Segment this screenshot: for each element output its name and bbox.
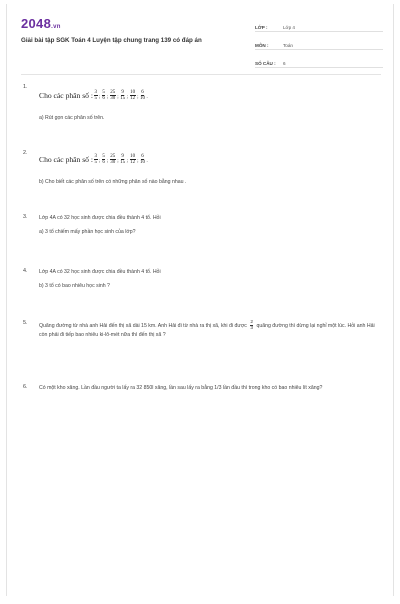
logo-text: 2048	[21, 16, 52, 31]
question-text-after: quãng đường thì dừng lại nghỉ một lúc. Hỏi anh Hải còn phải đi tiếp bao nhiêu ki-lô-mét nữa thì đến thị xã ?	[39, 323, 375, 339]
meta-row-subject	[255, 38, 383, 50]
fraction-denominator: 6	[102, 96, 105, 102]
fraction-separator: ;	[106, 158, 109, 164]
question-text	[39, 320, 381, 340]
fraction	[110, 90, 119, 102]
question-text: Lớp 4A có 32 học sinh được chia đều thành 4 tổ. Hỏi	[39, 215, 161, 221]
fraction	[120, 154, 125, 166]
fraction-numerator: 10	[130, 90, 136, 95]
fraction-list	[93, 154, 148, 166]
fraction-numerator: 6	[141, 90, 144, 95]
fraction	[139, 90, 148, 102]
fraction-numerator: 25	[110, 90, 116, 95]
fraction-separator: ;	[99, 94, 101, 100]
question-lead	[39, 154, 381, 166]
question-sub: a) 3 tổ chiếm mấy phần học sinh của lớp?	[39, 229, 136, 235]
fraction-denominator: 6	[102, 160, 105, 166]
fraction-numerator: 3	[94, 90, 97, 95]
fraction	[102, 90, 109, 102]
fraction-numerator: 9	[121, 90, 124, 95]
meta-row-count	[255, 56, 383, 68]
meta-key: LỚP :	[255, 25, 268, 30]
meta-row-class	[255, 20, 383, 32]
fraction	[130, 90, 139, 102]
question-number: 6.	[23, 384, 28, 390]
fraction-separator: ;	[126, 94, 129, 100]
fraction-separator: .	[146, 158, 148, 164]
fraction-numerator: 5	[102, 90, 105, 95]
fraction-numerator: 9	[121, 154, 124, 159]
fraction-denominator: 12	[130, 96, 136, 102]
fraction	[139, 154, 148, 166]
question-number: 3.	[23, 214, 28, 220]
fraction-list	[93, 90, 148, 102]
fraction-separator: ;	[106, 94, 109, 100]
lead-text: Cho các phân số :	[39, 91, 93, 101]
question-number: 1.	[23, 84, 28, 90]
fraction-separator: ;	[99, 158, 101, 164]
question-number: 2.	[23, 150, 28, 156]
header-divider	[21, 74, 381, 75]
fraction-two-thirds	[250, 320, 253, 331]
fraction-separator: .	[146, 94, 148, 100]
fraction	[120, 90, 125, 102]
meta-value: Lớp 4	[283, 25, 295, 30]
document-title: Giải bài tập SGK Toán 4 Luyện tập chung trang 139 có đáp án	[21, 37, 202, 44]
fraction-denominator: 10	[139, 160, 145, 166]
fraction-denominator: 15	[120, 96, 126, 102]
fraction-numerator: 6	[141, 154, 144, 159]
fraction-separator: ;	[117, 94, 119, 100]
question-sub: b) 3 tổ có bao nhiêu học sinh ?	[39, 283, 110, 289]
question-sub: b) Cho biết các phân số trên có những phân số nào bằng nhau .	[39, 178, 187, 185]
fraction	[94, 154, 101, 166]
meta-table	[255, 20, 383, 74]
meta-key: MÔN :	[255, 43, 269, 48]
question-text: Lớp 4A có 32 học sinh được chia đều thành 4 tổ. Hỏi	[39, 269, 161, 275]
fraction-denominator: 5	[94, 96, 97, 102]
fraction	[130, 154, 139, 166]
question-text: Có một kho xăng. Lần đầu người ta lấy ra 32 850l xăng, lần sau lấy ra bằng 1/3 lần đầu thì trong kho có bao nhiêu lít xăng?	[39, 385, 323, 391]
meta-value: Toán	[283, 43, 293, 48]
fraction	[102, 154, 109, 166]
fraction-separator: ;	[137, 94, 139, 100]
fraction	[94, 90, 101, 102]
question-number: 5.	[23, 320, 28, 326]
fraction-denominator: 30	[110, 160, 116, 166]
site-logo[interactable]	[21, 16, 61, 31]
fraction-separator: ;	[117, 158, 119, 164]
question-text-before: Quãng đường từ nhà anh Hải đến thị xã dài 15 km. Anh Hải đi từ nhà ra thị xã, khi đi được	[39, 323, 247, 330]
fraction-denominator: 15	[120, 160, 126, 166]
fraction-numerator: 10	[130, 154, 136, 159]
fraction-numerator: 2	[250, 320, 253, 325]
fraction-denominator: 5	[94, 160, 97, 166]
meta-value: 6	[283, 61, 286, 66]
lead-text: Cho các phân số :	[39, 155, 93, 165]
fraction-denominator: 10	[139, 96, 145, 102]
fraction	[110, 154, 119, 166]
fraction-denominator: 12	[130, 160, 136, 166]
logo-tld: .vn	[51, 24, 61, 30]
meta-key: SỐ CÂU :	[255, 61, 276, 66]
fraction-separator: ;	[126, 158, 129, 164]
fraction-denominator: 30	[110, 96, 116, 102]
question-number: 4.	[23, 268, 28, 274]
fraction-denominator: 3	[250, 326, 253, 332]
fraction-separator: ;	[137, 158, 139, 164]
fraction-numerator: 3	[94, 154, 97, 159]
question-lead	[39, 90, 381, 102]
worksheet-page	[6, 4, 394, 596]
question-sub: a) Rút gọn các phân số trên.	[39, 114, 105, 121]
fraction-numerator: 25	[110, 154, 116, 159]
fraction-numerator: 5	[102, 154, 105, 159]
